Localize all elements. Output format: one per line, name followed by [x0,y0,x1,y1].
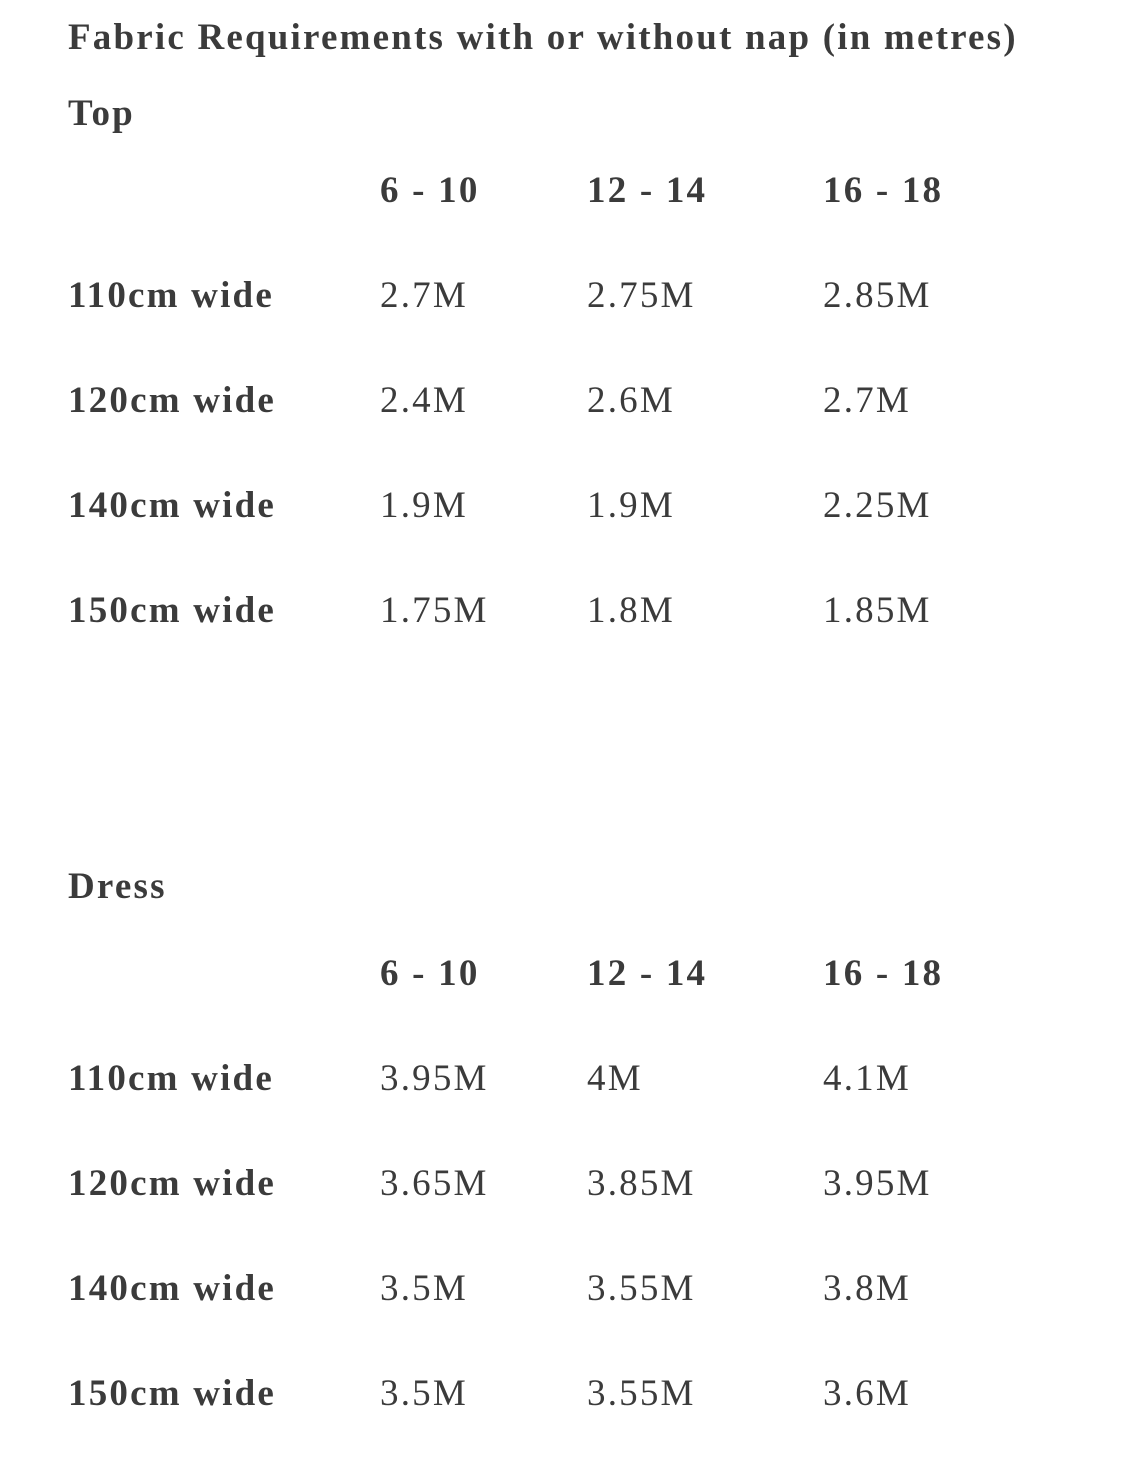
row-label: 120cm wide [68,1163,276,1204]
row-label: 140cm wide [68,485,276,526]
table-cell: 1.85M [823,590,932,631]
table-row [0,481,1123,531]
table-cell: 4.1M [823,1058,911,1099]
table-cell: 2.6M [587,380,675,421]
row-label: 120cm wide [68,380,276,421]
row-label: 110cm wide [68,1058,274,1099]
column-header-size-16-18: 16 - 18 [823,170,944,211]
table-cell: 1.9M [587,485,675,526]
column-header-size-12-14: 12 - 14 [587,953,708,994]
table-cell: 3.55M [587,1268,696,1309]
row-label: 150cm wide [68,1373,276,1414]
table-cell: 3.95M [823,1163,932,1204]
table-cell: 3.5M [380,1373,468,1414]
table-row [0,1054,1123,1104]
table-cell: 4M [587,1058,643,1099]
column-header-size-6-10: 6 - 10 [380,170,480,211]
table-cell: 3.6M [823,1373,911,1414]
table-cell: 3.55M [587,1373,696,1414]
table-row [0,586,1123,636]
row-label: 140cm wide [68,1268,276,1309]
table-cell: 3.85M [587,1163,696,1204]
row-label: 150cm wide [68,590,276,631]
table-row [0,1264,1123,1314]
table-cell: 2.4M [380,380,468,421]
table-cell: 3.95M [380,1058,489,1099]
column-header-size-12-14: 12 - 14 [587,170,708,211]
table-row [0,271,1123,321]
page-title: Fabric Requirements with or without nap (in metres) Top [68,17,1018,134]
table-cell: 2.75M [587,275,696,316]
table-row [0,1159,1123,1209]
table-header-row [0,949,1123,999]
table-cell: 1.8M [587,590,675,631]
row-label: 110cm wide [68,275,274,316]
table-cell: 1.9M [380,485,468,526]
table-cell: 3.65M [380,1163,489,1204]
table-cell: 1.75M [380,590,489,631]
table-cell: 2.7M [823,380,911,421]
table-row [0,376,1123,426]
table-cell: 2.25M [823,485,932,526]
table-row [0,1369,1123,1419]
table-cell: 2.7M [380,275,468,316]
column-header-size-6-10: 6 - 10 [380,953,480,994]
table-cell: 3.5M [380,1268,468,1309]
table-header-row [0,166,1123,216]
table-cell: 2.85M [823,275,932,316]
column-header-size-16-18: 16 - 18 [823,953,944,994]
table-cell: 3.8M [823,1268,911,1309]
section-heading-dress: Dress [68,866,167,907]
